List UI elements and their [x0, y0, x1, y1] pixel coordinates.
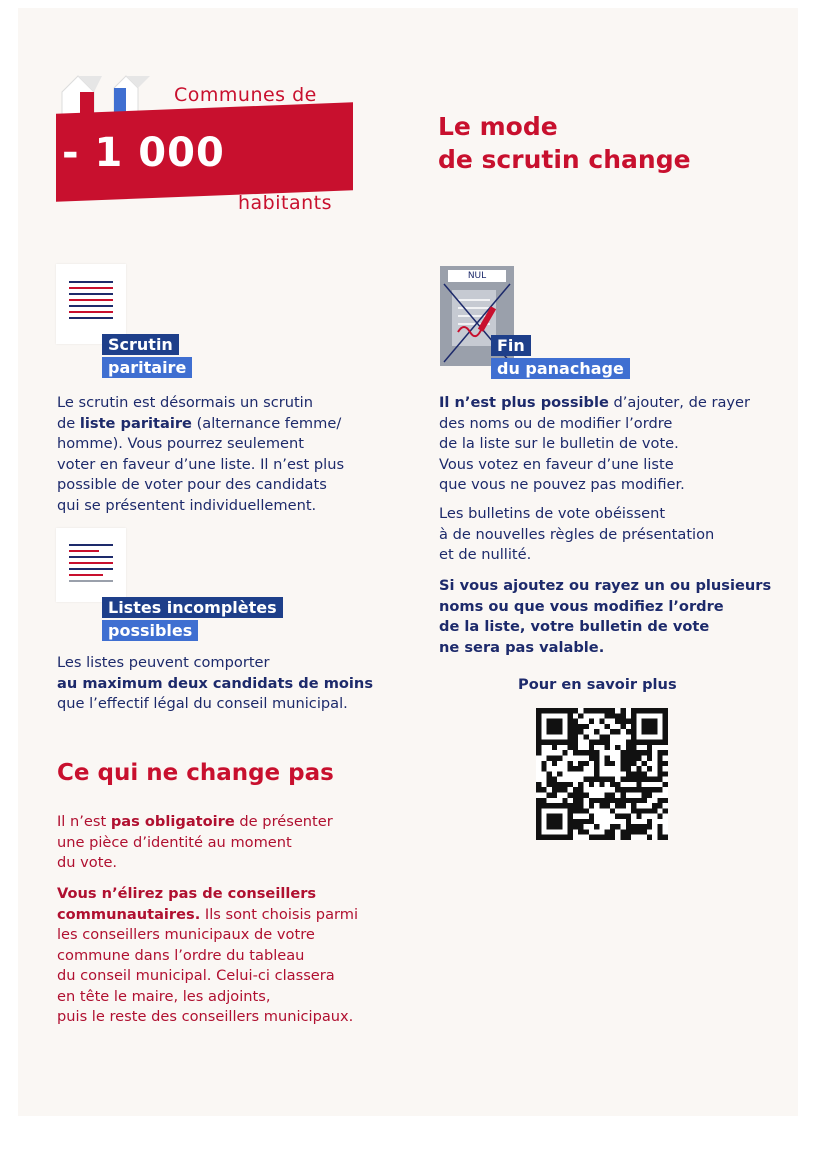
- ne-change-pas-text-2: [57, 884, 397, 1028]
- text-line: [439, 393, 779, 414]
- text-line: en tête le maire, les adjoints,: [57, 987, 271, 1005]
- text-line: homme). Vous pourrez seulement: [57, 435, 305, 452]
- text-line: qui se présentent individuellement.: [57, 496, 317, 514]
- text-span: d’ajouter, de rayer: [608, 394, 751, 411]
- page-title: [438, 110, 691, 176]
- text-line: que l’effectif légal du conseil municipal.: [57, 695, 348, 712]
- text-line: [57, 905, 397, 926]
- text-line: voter en faveur d’une liste. Il n’est plus: [57, 455, 345, 473]
- scrutin-paritaire-text: [57, 393, 397, 516]
- text-line: de la liste sur le bulletin de vote.: [439, 435, 679, 452]
- bold-span: communautaires.: [57, 905, 201, 923]
- text-line: commune dans l’ordre du tableau: [57, 946, 305, 964]
- habitants-label: habitants: [238, 192, 333, 214]
- text-line: Les listes peuvent comporter: [57, 654, 270, 671]
- text-span: Ils sont choisis parmi: [200, 905, 359, 923]
- incomplete-list-icon: [56, 528, 126, 602]
- population-threshold: - 1 000: [62, 130, 225, 176]
- bold-span: Vous n’élirez pas de conseillers: [57, 885, 317, 902]
- bold-span: Il n’est plus possible: [439, 394, 609, 411]
- fin-panachage-text-1: [439, 393, 779, 496]
- text-line: [57, 674, 397, 695]
- text-line: les conseillers municipaux de votre: [57, 926, 315, 943]
- text-line: du conseil municipal. Celui-ci classera: [57, 967, 335, 984]
- bold-span: pas obligatoire: [110, 813, 235, 830]
- text-span: de présenter: [234, 813, 333, 830]
- text-line: [57, 812, 397, 833]
- tag-listes-incompletes: Listes incomplètes: [102, 597, 283, 618]
- text-line: Les bulletins de vote obéissent: [439, 505, 666, 522]
- text-line: des noms ou de modifier l’ordre: [439, 414, 673, 432]
- text-span: Il n’est: [57, 813, 111, 830]
- qr-code-icon[interactable]: [536, 708, 668, 840]
- tag-paritaire: paritaire: [102, 357, 192, 378]
- listes-incompletes-text: [57, 653, 397, 715]
- text-span: (alternance femme/: [191, 414, 342, 432]
- bold-span: liste paritaire: [79, 414, 192, 432]
- page-title-line2: de scrutin change: [438, 145, 691, 174]
- fin-panachage-warning: [439, 576, 789, 658]
- page-title-line1: Le mode: [438, 112, 558, 141]
- tag-possibles: possibles: [102, 620, 198, 641]
- tag-du-panachage: du panachage: [491, 358, 630, 379]
- ne-change-pas-text-1: [57, 812, 397, 874]
- text-line: puis le reste des conseillers municipaux.: [57, 1008, 354, 1025]
- section-title-ne-change-pas: Ce qui ne change pas: [57, 760, 334, 786]
- text-line: ne sera pas valable.: [439, 638, 605, 656]
- text-line: que vous ne pouvez pas modifier.: [439, 476, 685, 493]
- text-line: de la liste, votre bulletin de vote: [439, 618, 710, 635]
- text-line: Vous votez en faveur d’une liste: [439, 455, 674, 473]
- text-line: possible de voter pour des candidats: [57, 476, 327, 493]
- text-line: [57, 884, 397, 905]
- text-line: noms ou que vous modifiez l’ordre: [439, 597, 724, 615]
- tag-fin: Fin: [491, 335, 531, 356]
- text-line: à de nouvelles règles de présentation: [439, 525, 715, 543]
- text-line: et de nullité.: [439, 546, 532, 563]
- text-line: Le scrutin est désormais un scrutin: [57, 394, 313, 411]
- more-info-label: Pour en savoir plus: [518, 676, 677, 693]
- nul-label: NUL: [448, 270, 506, 282]
- text-line: [57, 414, 397, 435]
- text-line: du vote.: [57, 854, 118, 871]
- bold-span: au maximum deux candidats de moins: [57, 674, 374, 692]
- text-line: une pièce d’identité au moment: [57, 833, 292, 851]
- tag-scrutin: Scrutin: [102, 334, 179, 355]
- fin-panachage-text-2: [439, 504, 779, 566]
- ballot-list-icon: [56, 264, 126, 344]
- text-line: Si vous ajoutez ou rayez un ou plusieurs: [439, 577, 772, 594]
- communes-label: Communes de: [174, 84, 317, 106]
- text-span: de: [57, 414, 80, 432]
